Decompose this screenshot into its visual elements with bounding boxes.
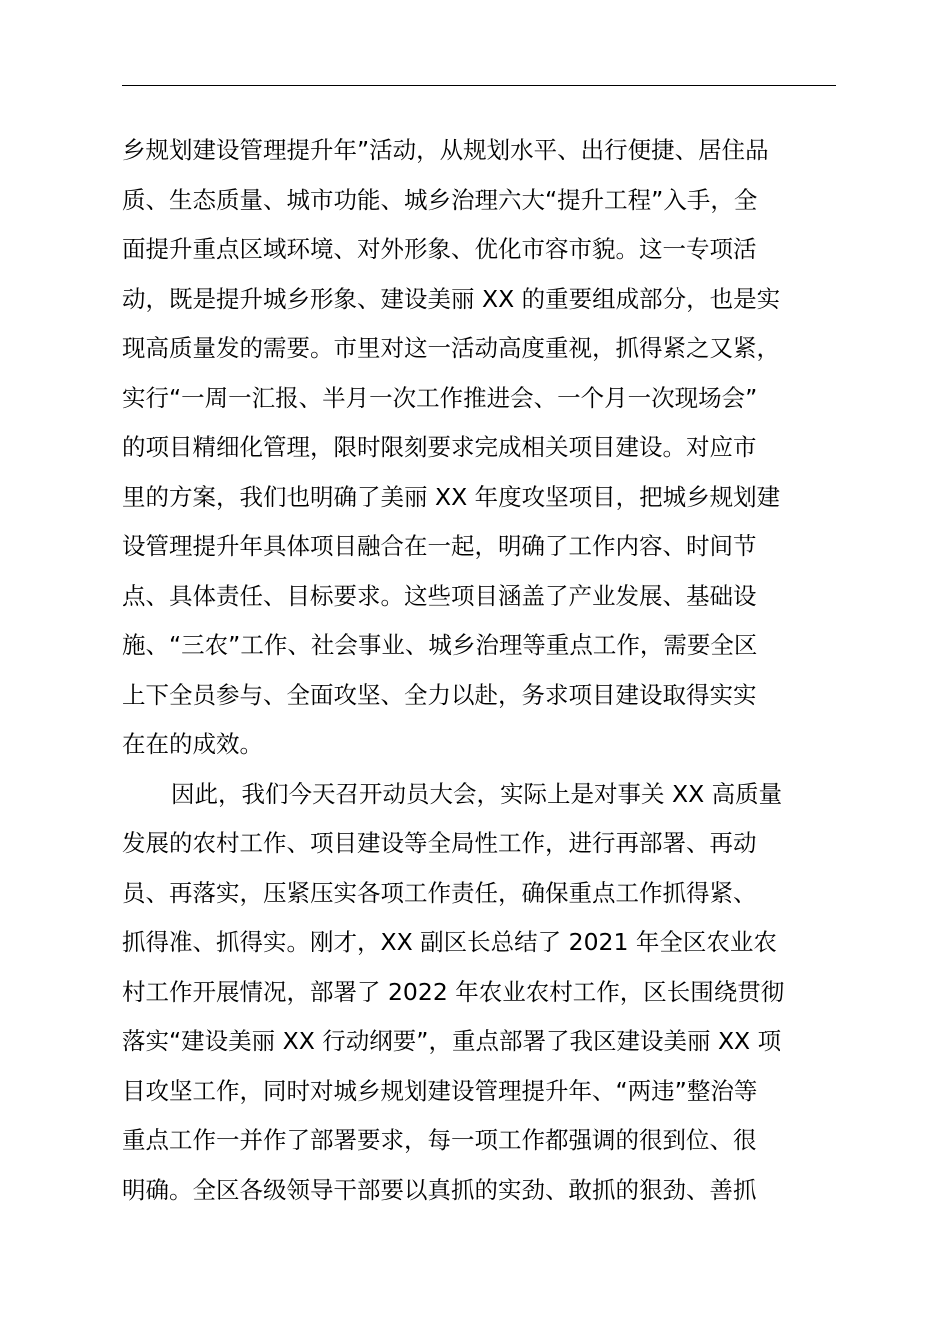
text-line: 动，既是提升城乡形象、建设美丽 XX 的重要组成部分，也是实	[122, 284, 781, 313]
text-line: 落实“建设美丽 XX 行动纲要”，重点部署了我区建设美丽 XX 项	[122, 1027, 782, 1055]
text-line: 设管理提升年具体项目融合在一起，明确了工作内容、时间节	[122, 532, 757, 560]
text-line: 实行“一周一汇报、半月一次工作推进会、一个月一次现场会”	[122, 383, 758, 412]
text-line: 目攻坚工作，同时对城乡规划建设管理提升年、“两违”整治等	[122, 1076, 758, 1105]
text-line: 质、生态质量、城市功能、城乡治理六大“提升工程”入手，全	[122, 185, 758, 214]
paragraph-start-line: 因此，我们今天召开动员大会，实际上是对事关 XX 高质量	[171, 779, 783, 808]
body-text	[122, 126, 836, 1215]
text-line: 抓得准、抓得实。刚才，XX 副区长总结了 2021 年全区农业农	[122, 928, 777, 956]
text-line: 里的方案，我们也明确了美丽 XX 年度攻坚项目，把城乡规划建	[122, 482, 781, 511]
text-line: 上下全员参与、全面攻坚、全力以赴，务求项目建设取得实实	[122, 680, 757, 709]
text-line: 员、再落实，压紧压实各项工作责任，确保重点工作抓得紧、	[122, 878, 757, 907]
text-line: 现高质量发的需要。市里对这一活动高度重视，抓得紧之又紧，	[122, 334, 780, 362]
text-line: 面提升重点区域环境、对外形象、优化市容市貌。这一专项活	[122, 235, 757, 263]
text-line: 在在的成效。	[122, 730, 263, 758]
text-line: 明确。全区各级领导干部要以真抓的实劲、敢抓的狠劲、善抓	[122, 1175, 757, 1204]
text-line: 发展的农村工作、项目建设等全局性工作，进行再部署、再动	[122, 829, 757, 857]
text-line: 村工作开展情况，部署了 2022 年农业农村工作，区长围绕贯彻	[122, 977, 785, 1006]
text-line: 重点工作一并作了部署要求，每一项工作都强调的很到位、很	[122, 1126, 757, 1154]
header-rule	[122, 85, 836, 86]
text-line: 的项目精细化管理，限时限刻要求完成相关项目建设。对应市	[122, 433, 757, 461]
text-line: 点、具体责任、目标要求。这些项目涵盖了产业发展、基础设	[122, 581, 757, 610]
text-line: 乡规划建设管理提升年”活动，从规划水平、出行便捷、居住品	[122, 136, 769, 164]
text-line: 施、“三农”工作、社会事业、城乡治理等重点工作，需要全区	[122, 631, 758, 659]
